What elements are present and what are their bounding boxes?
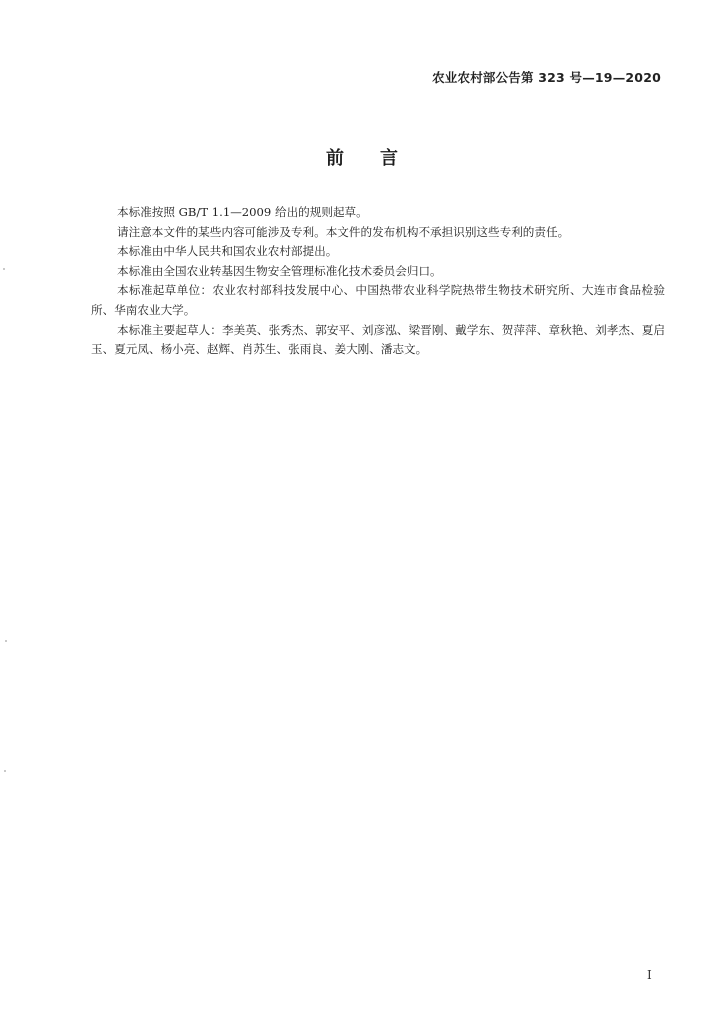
scan-speck xyxy=(3,268,5,270)
paragraph-patent-notice: 请注意本文件的某些内容可能涉及专利。本文件的发布机构不承担识别这些专利的责任。 xyxy=(117,224,570,239)
scan-speck xyxy=(4,770,6,772)
standard-code-header: 农业农村部公告第 323 号—19—2020 xyxy=(432,70,661,85)
paragraph-drafting-units: 本标准起草单位：农业农村部科技发展中心、中国热带农业科学院热带生物技术研究所、大连市食品检验所、华南农业大学。 xyxy=(91,283,665,317)
paragraph-proposer: 本标准由中华人民共和国农业农村部提出。 xyxy=(117,244,338,259)
page-number: I xyxy=(647,968,652,982)
scan-speck xyxy=(5,640,7,642)
page-title: 前言 xyxy=(326,148,434,169)
paragraph-administrator: 本标准由全国农业转基因生物安全管理标准化技术委员会归口。 xyxy=(117,263,442,278)
foreword-body xyxy=(91,203,665,360)
paragraph-drafting-rules: 本标准按照 GB/T 1.1—2009 给出的规则起草。 xyxy=(117,205,368,219)
paragraph-drafters: 本标准主要起草人：李美英、张秀杰、郭安平、刘彦泓、梁晋刚、戴学东、贺萍萍、章秋艳、刘孝杰、夏启玉、夏元凤、杨小亮、赵辉、肖苏生、张雨良、姜大刚、潘志文。 xyxy=(91,322,665,357)
